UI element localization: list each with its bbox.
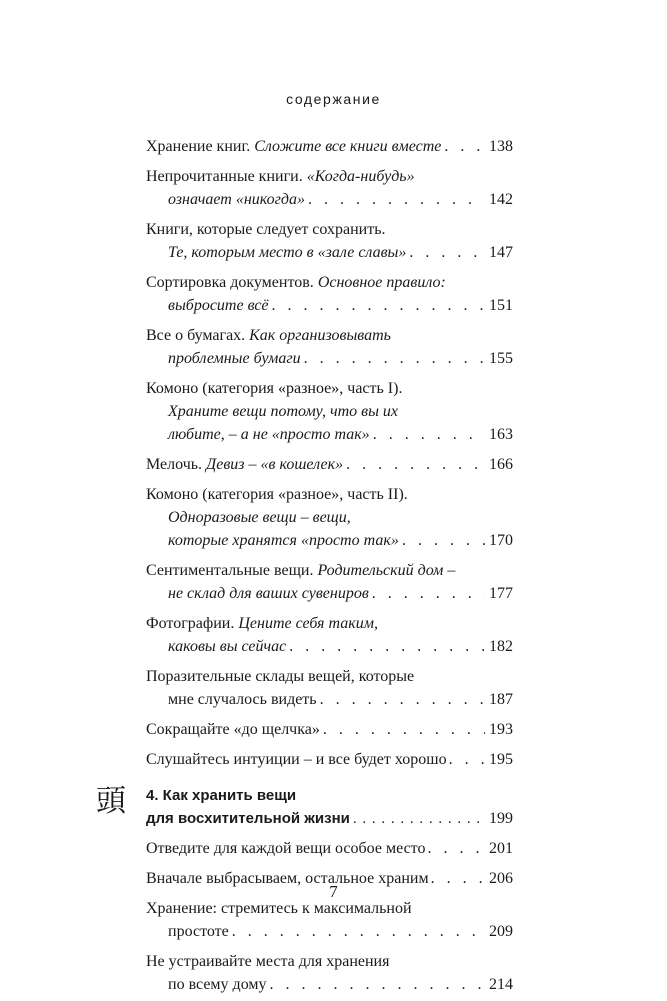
entry-title: Сентиментальные вещи. [146, 562, 314, 579]
entry-subtitle: каковы вы сейчас [168, 638, 287, 655]
entry-subtitle: Основное правило: [317, 274, 446, 291]
page-number: 182 [489, 638, 513, 655]
toc-entry-reduce[interactable] [146, 718, 513, 741]
entry-title: Сокращайте «до щелчка» [146, 721, 320, 738]
entry-subtitle: Цените себя таким, [238, 615, 378, 632]
page-number: 166 [489, 456, 513, 473]
page-number: 147 [489, 244, 513, 261]
toc-entry-storage-everywhere[interactable] [146, 950, 513, 996]
entry-title: Сортировка документов. [146, 274, 314, 291]
entry-subtitle: которые хранятся «просто так» [168, 532, 399, 549]
entry-title: Поразительные склады вещей, которые [146, 668, 415, 685]
toc-entry-intuition[interactable] [146, 748, 513, 771]
dot-leader [272, 294, 485, 317]
entry-subtitle: означает «никогда» [168, 191, 305, 208]
page-number: 177 [489, 585, 513, 602]
entry-title: мне случалось видеть [168, 691, 317, 708]
dot-leader [409, 241, 485, 264]
entry-subtitle: Как организовывать [249, 327, 391, 344]
dot-leader [427, 837, 487, 860]
dot-leader [373, 423, 485, 446]
toc-entry-books-to-keep[interactable] [146, 218, 513, 264]
dot-leader [449, 748, 487, 771]
page-number: 170 [489, 532, 513, 549]
page-number: 199 [489, 810, 513, 827]
entry-subtitle: Девиз – «в кошелек» [206, 456, 344, 473]
entry-title: Мелочь. [146, 456, 203, 473]
toc-entry-komono-1[interactable] [146, 377, 513, 446]
entry-title: Слушайтесь интуиции – и все будет хорошо [146, 751, 447, 768]
entry-title: Хранение: стремитесь к максимальной [146, 900, 412, 917]
dot-leader [304, 347, 485, 370]
entry-subtitle: «Когда-нибудь» [306, 168, 415, 185]
entry-subtitle: проблемные бумаги [168, 350, 301, 367]
page-number: 187 [489, 691, 513, 708]
page-number: 155 [489, 350, 513, 367]
toc-entry-simplicity[interactable] [146, 897, 513, 943]
entry-title: Книги, которые следует сохранить. [146, 221, 386, 238]
dot-leader [308, 188, 485, 211]
entry-subtitle: любите, – а не «просто так» [168, 426, 370, 443]
dot-leader [372, 582, 485, 605]
dot-leader [323, 718, 485, 741]
page-number: 142 [489, 191, 513, 208]
dot-leader [270, 973, 485, 996]
dot-leader [320, 688, 485, 711]
running-head: содержание [286, 91, 381, 107]
dot-leader [232, 920, 485, 943]
entry-subtitle: не склад для ваших сувениров [168, 585, 369, 602]
page-number: 138 [489, 138, 513, 155]
entry-title: Непрочитанные книги. [146, 168, 303, 185]
entry-title: Вначале выбрасываем, остальное храним [146, 870, 429, 887]
toc-chapter-4[interactable] [96, 784, 513, 830]
toc-entry-sentimental[interactable] [146, 559, 513, 605]
entry-subtitle: выбросите всё [168, 297, 269, 314]
toc-entry-papers[interactable] [146, 324, 513, 370]
entry-subtitle: Родительский дом – [317, 562, 456, 579]
page-number: 206 [489, 870, 513, 887]
toc-entry-own-place[interactable] [146, 837, 513, 860]
toc-entry-documents[interactable] [146, 271, 513, 317]
page-number: 201 [489, 840, 513, 857]
toc-entry-unread-books[interactable] [146, 165, 513, 211]
page-number: 214 [489, 976, 513, 993]
dot-leader [289, 635, 485, 658]
table-of-contents [96, 135, 513, 996]
entry-subtitle: Одноразовые вещи – вещи, [168, 509, 351, 526]
toc-entry-storage-stories[interactable] [146, 665, 513, 711]
entry-subtitle: Храните вещи потому, что вы их [168, 403, 399, 420]
entry-subtitle: Сложите все книги вместе [254, 138, 442, 155]
entry-subtitle: Те, которым место в «зале славы» [168, 244, 407, 261]
dot-leader [346, 453, 485, 476]
page-number: 151 [489, 297, 513, 314]
dot-leader [353, 808, 485, 831]
chapter-glyph-icon: 頭 [96, 784, 126, 819]
entry-title: простоте [168, 923, 229, 940]
page-number: 195 [489, 751, 513, 768]
entry-title: Фотографии. [146, 615, 235, 632]
toc-entry-photos[interactable] [146, 612, 513, 658]
chapter-title: для восхитительной жизни [146, 810, 350, 827]
toc-entry-coins[interactable] [146, 453, 513, 476]
chapter-title: 4. Как хранить вещи [146, 787, 297, 804]
page-folio: 7 [329, 882, 338, 901]
entry-title: Отведите для каждой вещи особое место [146, 840, 426, 857]
entry-title: Хранение книг. [146, 138, 251, 155]
entry-title: Комоно (категория «разное», часть II). [146, 486, 408, 503]
dot-leader [444, 135, 485, 158]
toc-entry-komono-2[interactable] [146, 483, 513, 552]
page-number: 193 [489, 721, 513, 738]
toc-entry-book-storage[interactable] [146, 135, 513, 158]
entry-title: по всему дому [168, 976, 267, 993]
page-number: 163 [489, 426, 513, 443]
entry-title: Комоно (категория «разное», часть I). [146, 380, 403, 397]
dot-leader [402, 529, 485, 552]
entry-title: Не устраивайте места для хранения [146, 953, 390, 970]
page-number: 209 [489, 923, 513, 940]
entry-title: Все о бумагах. [146, 327, 246, 344]
